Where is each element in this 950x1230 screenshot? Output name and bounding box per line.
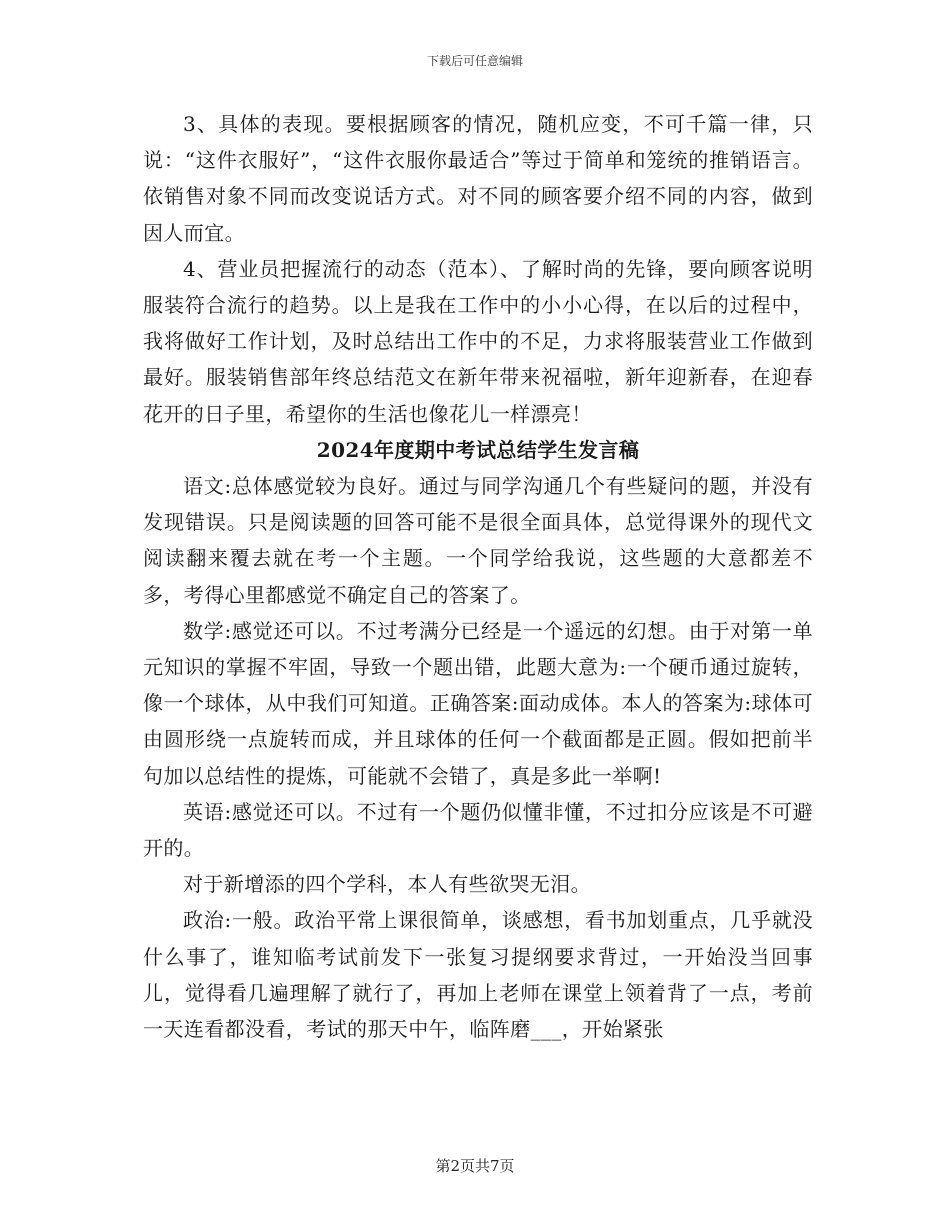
page-header-note: 下载后可任意编辑 — [426, 54, 523, 68]
paragraph-3: 3、具体的表现。要根据顾客的情况，随机应变，不可千篇一律，只说：“这件衣服好”，“这件衣服你最适合”等过于简单和笼统的推销语言。依销售对象不同而改变说话方式。对不同的顾客要介绍不同的内容，做到因人而宜。 — [143, 112, 813, 245]
page-number: 第2页共7页 — [435, 1157, 515, 1175]
paragraph-chinese: 语文:总体感觉较为良好。通过与同学沟通几个有些疑问的题，并没有发现错误。只是阅读题的回答可能不是很全面具体，总觉得课外的现代文阅读翻来覆去就在考一个主题。一个同学给我说，这些题的大意都差不多，考得心里都感觉不确定自己的答案了。 — [143, 474, 813, 607]
document-body — [143, 106, 813, 1047]
paragraph-english: 英语:感觉还可以。不过有一个题仍似懂非懂，不过扣分应该是不可避开的。 — [143, 799, 813, 861]
paragraph-new-subjects: 对于新增添的四个学科，本人有些欲哭无泪。 — [183, 872, 591, 897]
section-title: 2024年度期中考试总结学生发言稿 — [316, 437, 640, 462]
paragraph-politics: 政治:一般。政治平常上课很简单，谈感想，看书加划重点，几乎就没什么事了，谁知临考试前发下一张复习提纲要求背过，一开始没当回事儿，觉得看几遍理解了就行了，再加上老师在课堂上领着背了一点，考前一天连看都没看，考试的那天中午，临阵磨___，开始紧张 — [143, 908, 813, 1042]
paragraph-4: 4、营业员把握流行的动态（范本）、了解时尚的先锋，要向顾客说明服装符合流行的趋势。以上是我在工作中的小小心得，在以后的过程中，我将做好工作计划，及时总结出工作中的不足，力求将服装营业工作做到最好。服装销售部年终总结范文在新年带来祝福啦，新年迎新春，在迎春花开的日子里，希望你的生活也像花儿一样漂亮！ — [143, 256, 813, 426]
paragraph-math: 数学:感觉还可以。不过考满分已经是一个遥远的幻想。由于对第一单元知识的掌握不牢固，导致一个题出错，此题大意为:一个硬币通过旋转，像一个球体，从中我们可知道。正确答案:面动成体。本人的答案为:球体可由圆形绕一点旋转而成，并且球体的任何一个截面都是正圆。假如把前半句加以总结性的提炼，可能就不会错了，真是多此一举啊! — [143, 618, 813, 788]
